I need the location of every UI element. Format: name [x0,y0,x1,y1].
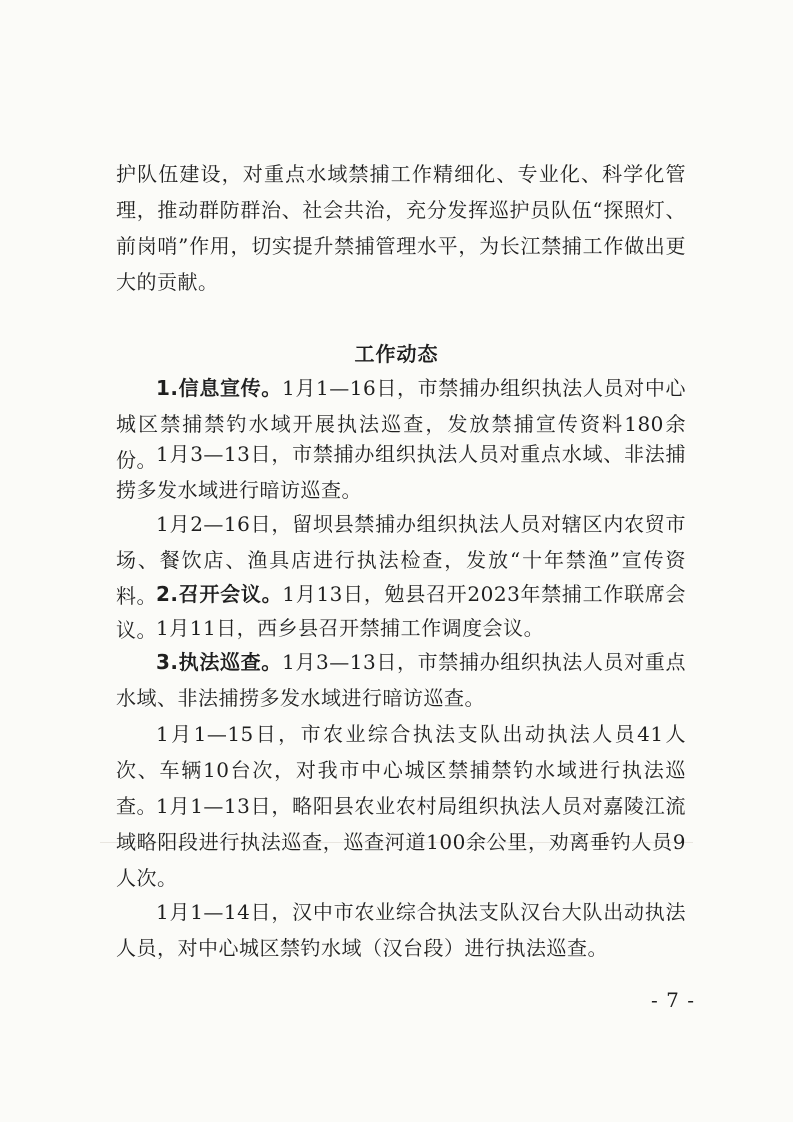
paragraph-label: 1.信息宣传。 [156,376,282,400]
paragraph-label: 2.召开会议。 [156,582,283,606]
paragraph-label: 3.执法巡查。 [156,650,282,674]
paragraph-text: 1月3—13日，市禁捕办组织执法人员对重点水域、非法捕捞多发水域进行暗访巡查。 [116,650,686,710]
paragraph-lueyang-enforcement [116,788,686,896]
paragraph-text: 1月1—15日，市农业综合执法支队出动执法人员41人次、车辆10台次，对我市中心城区禁捕禁钓水域进行执法巡查。 [116,722,686,818]
paragraph-secret-inspection [116,436,686,508]
paragraph-law-enforcement [116,644,686,716]
paragraph-meetings-xixiang [116,610,686,646]
page-number: - 7 - [651,988,695,1012]
paragraph-text: 1月13日，勉县召开2023年禁捕工作联席会议。 [116,582,686,642]
paragraph-text: 1月3—13日，市禁捕办组织执法人员对重点水域、非法捕捞多发水域进行暗访巡查。 [116,442,686,502]
paragraph-hantai-enforcement [116,894,686,966]
paragraph-text: 1月1—13日，略阳县农业农村局组织执法人员对嘉陵江流域略阳段进行执法巡查，巡查河道100余公里，劝离垂钓人员9人次。 [116,794,686,890]
paragraph-text: 1月1—14日，汉中市农业综合执法支队汉台大队出动执法人员，对中心城区禁钓水域（汉台段）进行执法巡查。 [116,900,686,960]
intro-paragraph: 护队伍建设，对重点水域禁捕工作精细化、专业化、科学化管理，推动群防群治、社会共治，充分发挥巡护员队伍“探照灯、前岗哨”作用，切实提升禁捕管理水平，为长江禁捕工作做出更大的贡献。 [116,162,686,294]
section-title: 工作动态 [354,342,439,366]
paragraph-text: 1月2—16日，留坝县禁捕办组织执法人员对辖区内农贸市场、餐饮店、渔具店进行执法检查，发放“十年禁渔”宣传资料。 [116,512,686,608]
paragraph-text: 1月11日，西乡县召开禁捕工作调度会议。 [156,616,545,640]
paragraph-text: 1月1—16日，市禁捕办组织执法人员对中心城区禁捕禁钓水域开展执法巡查，发放禁捕宣传资料180余份。 [116,376,686,472]
